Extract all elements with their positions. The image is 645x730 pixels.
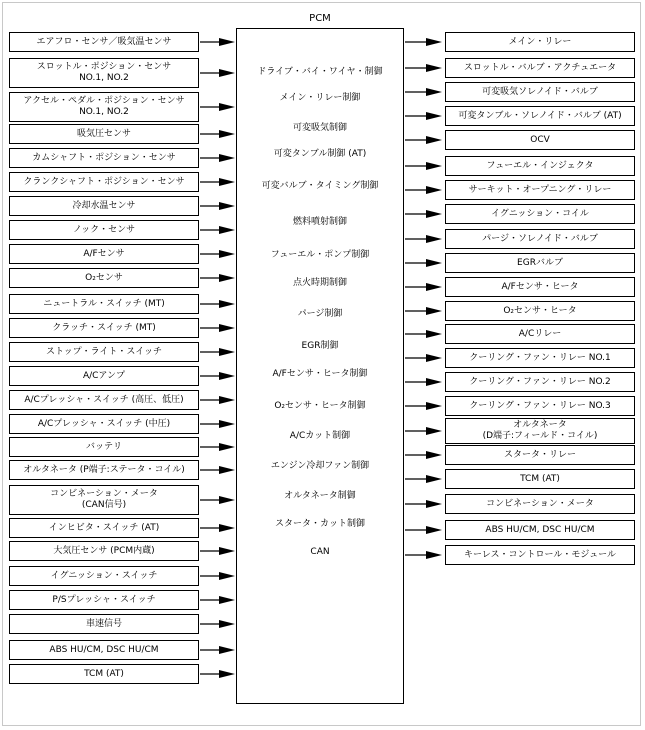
input-sensor-box — [9, 640, 199, 660]
output-actuator-box — [445, 229, 635, 249]
output-actuator-box — [445, 301, 635, 321]
pcm-control-function: 可変バルブ・タイミング制御 — [261, 181, 379, 191]
input-sensor-box-label: クランクシャフト・ポジション・センサ — [23, 176, 185, 187]
input-sensor-box-label: ストップ・ライト・スイッチ — [45, 346, 163, 357]
pcm-control-function: 燃料噴射制御 — [292, 217, 347, 227]
input-sensor-box-label: バッテリ — [85, 441, 122, 452]
input-sensor-box — [9, 590, 199, 610]
output-actuator-box-label: メイン・リレー — [508, 36, 572, 47]
pcm-control-function: CAN — [310, 547, 330, 557]
input-sensor-box-label: 大気圧センサ (PCM内蔵) — [53, 545, 155, 556]
output-actuator-box-label: スタータ・リレー — [503, 449, 576, 460]
output-actuator-box-label: クーリング・ファン・リレー NO.1 — [469, 352, 611, 363]
input-sensor-box-label: 車速信号 — [85, 618, 122, 629]
input-sensor-box-label: スロットル・ポジション・センサ NO.1, NO.2 — [36, 62, 172, 83]
pcm-control-function: ドライブ・バイ・ワイヤ・制御 — [257, 67, 383, 77]
output-actuator-box-label: クーリング・ファン・リレー NO.3 — [469, 400, 611, 411]
output-actuator-box-label: キーレス・コントロール・モジュール — [463, 549, 616, 560]
input-sensor-box-label: TCM (AT) — [84, 668, 124, 679]
output-actuator-box — [445, 82, 635, 102]
input-sensor-box — [9, 541, 199, 561]
input-sensor-box-label: インヒビタ・スイッチ (AT) — [48, 522, 160, 533]
pcm-control-function: パージ制御 — [297, 309, 343, 319]
output-actuator-box-label: OCV — [530, 134, 550, 145]
output-actuator-box-label: 可変吸気ソレノイド・バルブ — [482, 86, 598, 97]
input-sensor-box — [9, 92, 199, 122]
output-actuator-box-label: TCM (AT) — [520, 473, 560, 484]
input-sensor-box-label: ABS HU/CM, DSC HU/CM — [49, 644, 159, 655]
input-sensor-box — [9, 318, 199, 338]
input-sensor-box — [9, 485, 199, 515]
input-sensor-box — [9, 366, 199, 386]
input-sensor-box-label: エアフロ・センサ／吸気温センサ — [36, 36, 172, 47]
pcm-control-function: O₂センサ・ヒータ制御 — [274, 401, 366, 411]
output-actuator-box-label: イグニッション・コイル — [491, 208, 589, 219]
output-actuator-box-label: 可変タンブル・ソレノイド・バルブ (AT) — [458, 110, 622, 121]
input-sensor-box-label: A/Cアンプ — [82, 370, 126, 381]
output-actuator-box — [445, 418, 635, 444]
pcm-control-function: スタータ・カット制御 — [275, 519, 365, 529]
pcm-control-function: フューエル・ポンプ制御 — [270, 250, 370, 260]
output-actuator-box — [445, 106, 635, 126]
input-sensor-box — [9, 294, 199, 314]
input-sensor-box-label: イグニッション・スイッチ — [50, 570, 158, 581]
output-actuator-box-label: O₂センサ・ヒータ — [503, 305, 577, 316]
pcm-control-function: エンジン冷却ファン制御 — [270, 461, 370, 471]
output-actuator-box — [445, 348, 635, 368]
input-sensor-box — [9, 437, 199, 457]
output-actuator-box-label: A/Cリレー — [518, 328, 562, 339]
output-actuator-box-label: コンビネーション・メータ — [486, 498, 594, 509]
output-actuator-box — [445, 204, 635, 224]
output-actuator-box — [445, 324, 635, 344]
input-sensor-box — [9, 58, 199, 88]
input-sensor-box-label: A/Cプレッシャ・スイッチ (高圧、低圧) — [24, 394, 184, 405]
input-sensor-box — [9, 172, 199, 192]
output-actuator-box — [445, 58, 635, 78]
input-sensor-box — [9, 124, 199, 144]
input-sensor-box-label: クラッチ・スイッチ (MT) — [52, 322, 156, 333]
pcm-control-function: EGR制御 — [301, 341, 339, 351]
pcm-control-function: 可変吸気制御 — [292, 123, 347, 133]
input-sensor-box — [9, 460, 199, 480]
input-sensor-box — [9, 518, 199, 538]
output-actuator-box — [445, 180, 635, 200]
pcm-control-function: メイン・リレー制御 — [279, 93, 361, 103]
input-sensor-box-label: カムシャフト・ポジション・センサ — [32, 152, 176, 163]
input-sensor-box — [9, 148, 199, 168]
output-actuator-box — [445, 372, 635, 392]
output-actuator-box-label: A/Fセンサ・ヒータ — [501, 281, 579, 292]
output-actuator-box-label: スロットル・バルブ・アクチュエータ — [463, 62, 617, 73]
output-actuator-box — [445, 32, 635, 52]
input-sensor-box — [9, 390, 199, 410]
output-actuator-box-label: EGRバルブ — [517, 257, 563, 268]
input-sensor-box — [9, 414, 199, 434]
input-sensor-box-label: オルタネータ (P端子:ステータ・コイル) — [23, 464, 185, 475]
input-sensor-box-label: A/Fセンサ — [83, 248, 125, 259]
pcm-control-function: 点火時期制御 — [292, 278, 347, 288]
output-actuator-box — [445, 520, 635, 540]
input-sensor-box — [9, 566, 199, 586]
pcm-title: PCM — [309, 13, 331, 24]
input-sensor-box — [9, 664, 199, 684]
output-actuator-box — [445, 396, 635, 416]
output-actuator-box-label: サーキット・オープニング・リレー — [468, 184, 612, 195]
input-sensor-box — [9, 32, 199, 52]
input-sensor-box — [9, 220, 199, 240]
output-actuator-box — [445, 277, 635, 297]
output-actuator-box-label: フューエル・インジェクタ — [486, 160, 594, 171]
output-actuator-box — [445, 253, 635, 273]
pcm-control-function: 可変タンブル制御 (AT) — [273, 149, 367, 159]
output-actuator-box — [445, 494, 635, 514]
input-sensor-box-label: 吸気圧センサ — [76, 128, 131, 139]
input-sensor-box — [9, 244, 199, 264]
input-sensor-box-label: 冷却水温センサ — [72, 200, 136, 211]
input-sensor-box-label: ノック・センサ — [72, 224, 136, 235]
pcm-control-function: オルタネータ制御 — [284, 491, 356, 501]
output-actuator-box — [445, 469, 635, 489]
output-actuator-box-label: クーリング・ファン・リレー NO.2 — [469, 376, 611, 387]
pcm-control-function: A/Fセンサ・ヒータ制御 — [272, 369, 368, 379]
output-actuator-box — [445, 445, 635, 465]
pcm-control-function: A/Cカット制御 — [289, 431, 351, 441]
input-sensor-box — [9, 268, 199, 288]
input-sensor-box-label: アクセル・ペダル・ポジション・センサ NO.1, NO.2 — [23, 96, 185, 117]
output-actuator-box-label: オルタネータ (D端子:フィールド・コイル) — [482, 420, 598, 441]
input-sensor-box-label: P/Sプレッシャ・スイッチ — [52, 594, 156, 605]
input-sensor-box-label: O₂センサ — [85, 272, 123, 283]
output-actuator-box-label: パージ・ソレノイド・バルブ — [482, 233, 598, 244]
input-sensor-box — [9, 614, 199, 634]
input-sensor-box — [9, 342, 199, 362]
output-actuator-box-label: ABS HU/CM, DSC HU/CM — [485, 524, 595, 535]
input-sensor-box — [9, 196, 199, 216]
input-sensor-box-label: A/Cプレッシャ・スイッチ (中圧) — [37, 418, 171, 429]
input-sensor-box-label: コンビネーション・メータ (CAN信号) — [50, 489, 158, 510]
output-actuator-box — [445, 156, 635, 176]
input-sensor-box-label: ニュートラル・スイッチ (MT) — [43, 298, 165, 309]
output-actuator-box — [445, 130, 635, 150]
output-actuator-box — [445, 545, 635, 565]
